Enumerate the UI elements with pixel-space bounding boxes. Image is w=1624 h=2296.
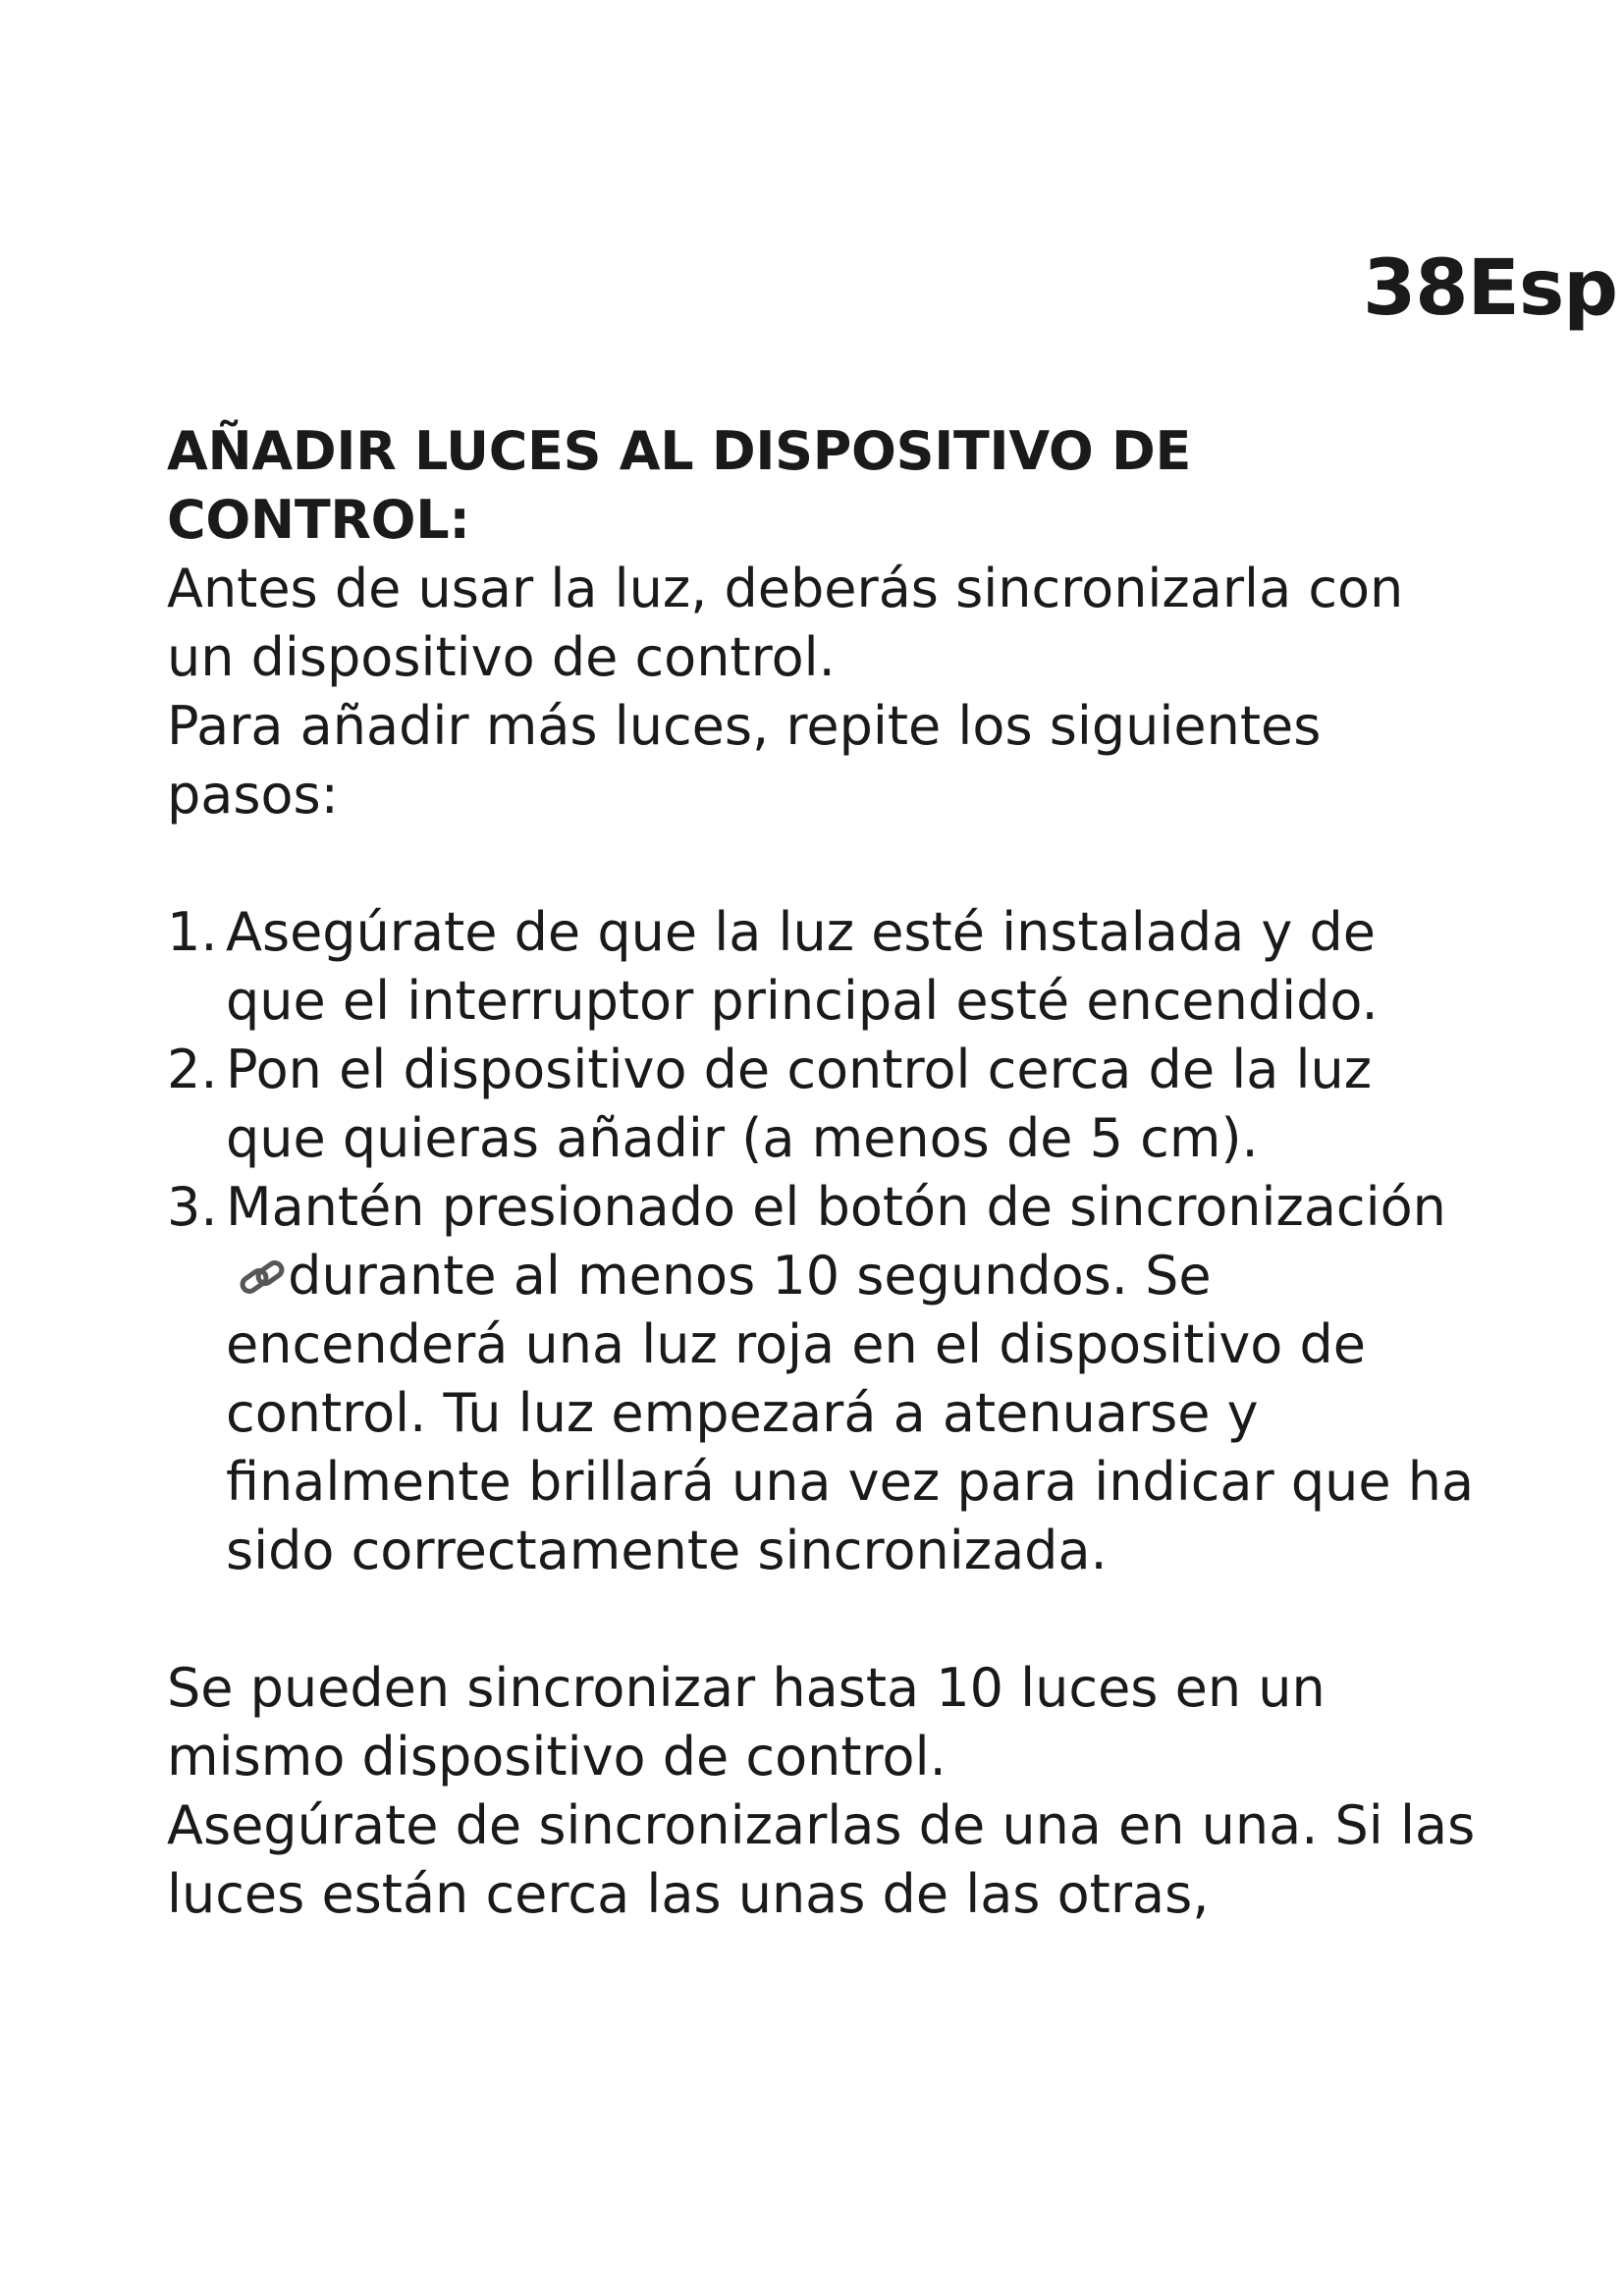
step-number: 1. — [167, 901, 218, 963]
step-text-before-icon: Mantén presionado el botón de sincronización — [226, 1176, 1446, 1238]
outro-paragraph-1: Se pueden sincronizar hasta 10 luces en un mismo dispositivo de control. — [167, 1657, 1326, 1788]
step-text-after-icon: durante al menos 10 segundos. Se encenderá una luz roja en el dispositivo de control. Tu luz empezará a atenuarse y finalmente brillará una vez para indicar que ha sido correctamente sincronizada. — [226, 1245, 1475, 1581]
step-number: 2. — [167, 1039, 218, 1100]
step-text — [226, 1173, 1483, 1585]
step-text: Pon el dispositivo de control cerca de la luz que quieras añadir (a menos de 5 cm). — [226, 1039, 1373, 1169]
instructions-section — [167, 417, 1483, 1929]
page-number-label: 38Esp — [1363, 244, 1618, 333]
steps-list — [167, 898, 1483, 1585]
step-item — [167, 1036, 1483, 1173]
step-text: Asegúrate de que la luz esté instalada y de que el interruptor principal esté encendido. — [226, 901, 1379, 1032]
step-number: 3. — [167, 1176, 218, 1238]
section-heading: AÑADIR LUCES AL DISPOSITIVO DE CONTROL: — [167, 420, 1192, 551]
outro-paragraph-2: Asegúrate de sincronizarlas de una en una. Si las luces están cerca las unas de las otras, — [167, 1794, 1476, 1925]
link-chain-icon — [238, 1250, 289, 1297]
intro-paragraph-1: Antes de usar la luz, deberás sincronizarla con un dispositivo de control. — [167, 558, 1404, 688]
intro-paragraph-2: Para añadir más luces, repite los siguientes pasos: — [167, 695, 1322, 826]
step-item — [167, 898, 1483, 1036]
step-item — [167, 1173, 1483, 1585]
